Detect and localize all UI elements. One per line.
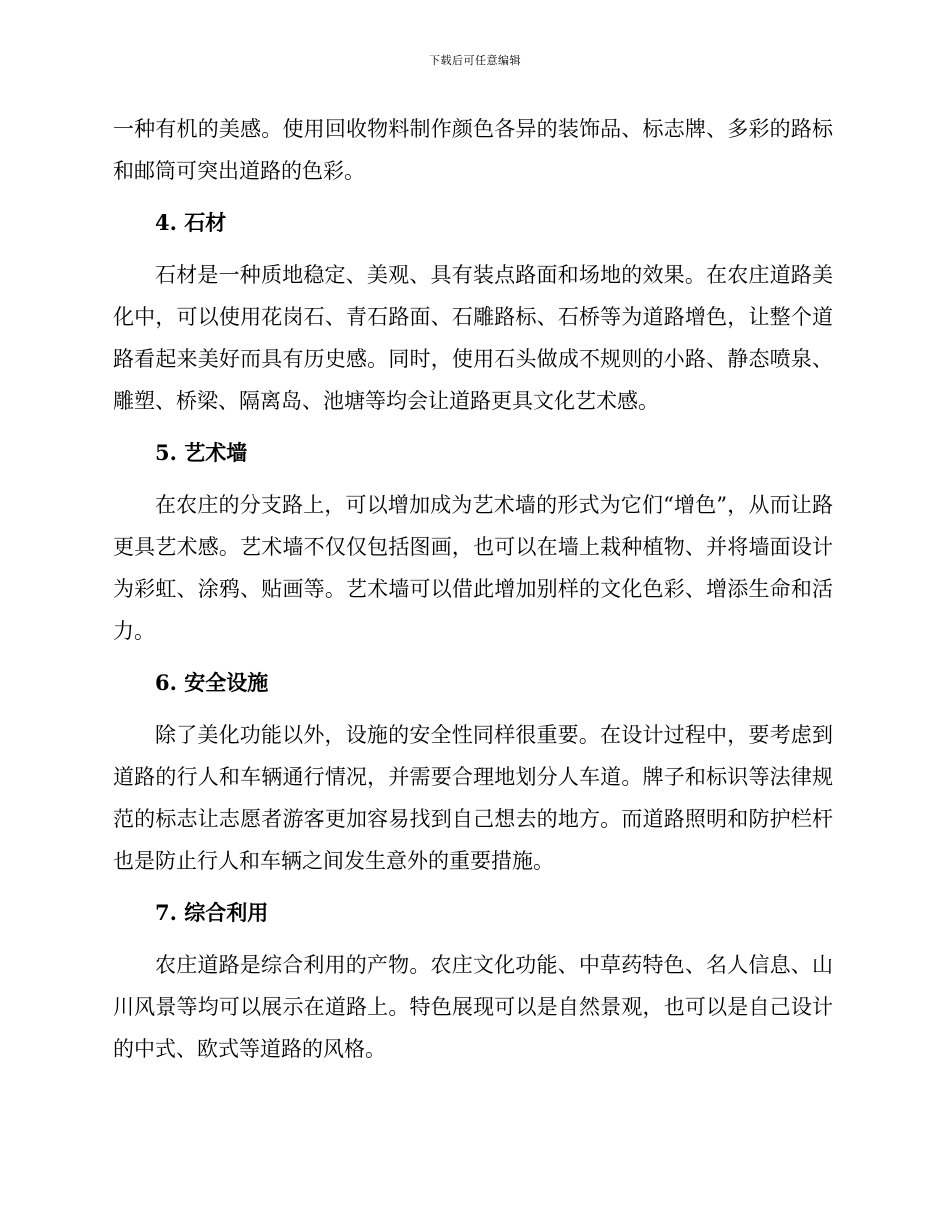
section-heading-art-wall: 5. 艺术墙 <box>155 440 248 465</box>
intro-paragraph: 一种有机的美感。使用回收物料制作颜色各异的装饰品、标志牌、多彩的路标和邮筒可突出道路的色彩。 <box>113 117 833 183</box>
section-body-integrated-use: 农庄道路是综合利用的产物。农庄文化功能、中草药特色、名人信息、山川风景等均可以展示在道路上。特色展现可以是自然景观，也可以是自己设计的中式、欧式等道路的风格。 <box>113 953 833 1061</box>
section-heading-safety: 6. 安全设施 <box>155 670 269 695</box>
section-body-stone: 石材是一种质地稳定、美观、具有装点路面和场地的效果。在农庄道路美化中，可以使用花岗石、青石路面、石雕路标、石桥等为道路增色，让整个道路看起来美好而具有历史感。同时，使用石头做成不规则的小路、静态喷泉、雕塑、桥梁、隔离岛、池塘等均会让道路更具文化艺术感。 <box>113 263 833 413</box>
section-body-art-wall: 在农庄的分支路上，可以增加成为艺术墙的形式为它们“增色”，从而让路更具艺术感。艺术墙不仅仅包括图画，也可以在墙上栽种植物、并将墙面设计为彩虹、涂鸦、贴画等。艺术墙可以借此增加别样的文化色彩、增添生命和活力。 <box>113 493 833 643</box>
section-body-safety: 除了美化功能以外，设施的安全性同样很重要。在设计过程中，要考虑到道路的行人和车辆通行情况，并需要合理地划分人车道。牌子和标识等法律规范的标志让志愿者游客更加容易找到自己想去的地方。而道路照明和防护栏杆也是防止行人和车辆之间发生意外的重要措施。 <box>113 723 833 873</box>
document-body <box>113 108 833 1070</box>
section-heading-stone: 4. 石材 <box>155 210 227 235</box>
section-heading-integrated-use: 7. 综合利用 <box>155 900 269 925</box>
page-header-note: 下载后可任意编辑 <box>429 54 521 67</box>
